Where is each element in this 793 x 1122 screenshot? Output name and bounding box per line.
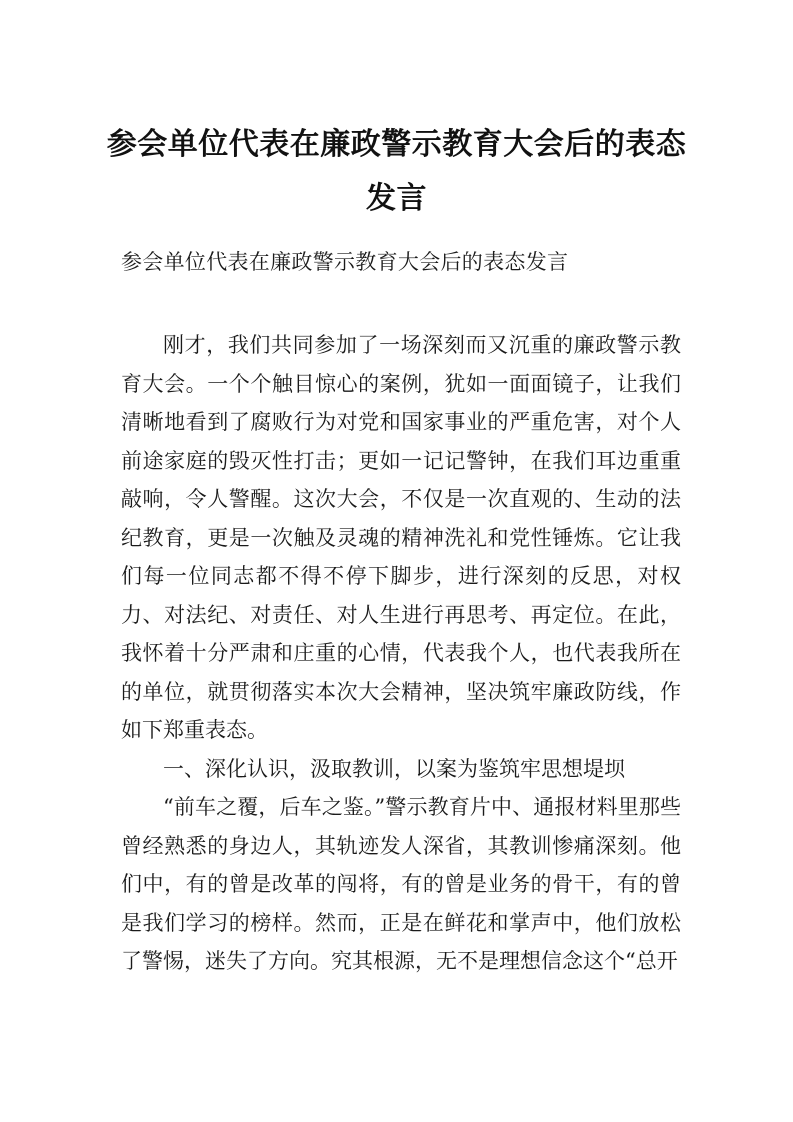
body-paragraph: “前车之覆，后车之鉴。”警示教育片中、通报材料里那些曾经熟悉的身边人，其轨迹发人深省，其教训惨痛深刻。他们中，有的曾是改革的闯将，有的曾是业务的骨干，有的曾是我们学习的榜样。然而，正是在鲜花和掌声中，他们放松了警惕，迷失了方向。究其根源，无不是理想信念这个“总开 — [121, 795, 681, 973]
document-subtitle: 参会单位代表在廉政警示教育大会后的表态发言 — [121, 250, 569, 274]
document-title: 参会单位代表在廉政警示教育大会后的表态发言 — [106, 127, 687, 216]
body-paragraph: 刚才，我们共同参加了一场深刻而又沉重的廉政警示教育大会。一个个触目惊心的案例，犹如一面面镜子，让我们清晰地看到了腐败行为对党和国家事业的严重危害，对个人前途家庭的毁灭性打击；更如一记记警钟，在我们耳边重重敲响，令人警醒。这次大会，不仅是一次直观的、生动的法纪教育，更是一次触及灵魂的精神洗礼和党性锤炼。它让我们每一位同志都不得不停下脚步，进行深刻的反思，对权力、对法纪、对责任、对人生进行再思考、再定位。在此，我怀着十分严肃和庄重的心情，代表我个人，也代表我所在的单位，就贯彻落实本次大会精神，坚决筑牢廉政防线，作如下郑重表态。 — [121, 333, 681, 742]
section-heading: 一、深化认识，汲取教训，以案为鉴筑牢思想堤坝 — [163, 756, 625, 781]
document-body — [121, 326, 681, 981]
